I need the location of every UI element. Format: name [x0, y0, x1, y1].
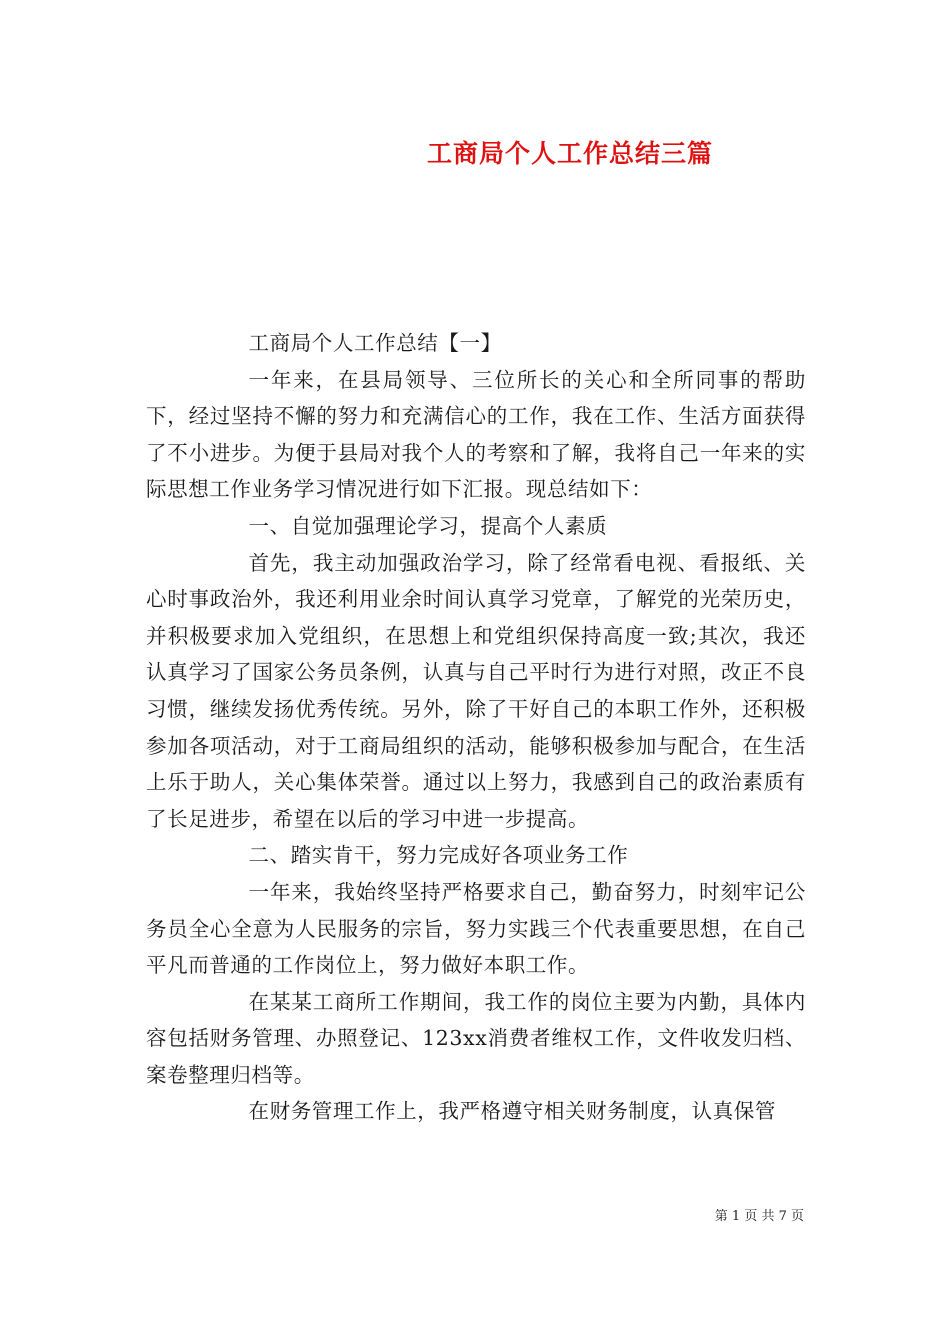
paragraph: 首先，我主动加强政治学习，除了经常看电视、看报纸、关心时事政治外，我还利用业余时间认真学习党章，了解党的光荣历史，并积极要求加入党组织，在思想上和党组织保持高度一致;其次，我还认真学习了国家公务员条例，认真与自己平时行为进行对照，改正不良习惯，继续发扬优秀传统。另外，除了干好自己的本职工作外，还积极参加各项活动，对于工商局组织的活动，能够积极参加与配合，在生活上乐于助人，关心集体荣誉。通过以上努力，我感到自己的政治素质有了长足进步，希望在以后的学习中进一步提高。: [146, 550, 806, 831]
paragraph-heading: 二、踏实肯干，努力完成好各项业务工作: [248, 843, 629, 868]
paragraph: 一年来，在县局领导、三位所长的关心和全所同事的帮助下，经过坚持不懈的努力和充满信心的工作，我在工作、生活方面获得了不小进步。为便于县局对我个人的考察和了解，我将自己一年来的实际思想工作业务学习情况进行如下汇报。现总结如下：: [146, 367, 806, 502]
section-heading: 工商局个人工作总结【一】: [248, 331, 502, 355]
paragraph: 在某某工商所工作期间，我工作的岗位主要为内勤，具体内容包括财务管理、办照登记、123xx消费者维权工作，文件收发归档、案卷整理归档等。: [146, 989, 806, 1087]
document-body: [146, 325, 806, 1130]
page-number: 第 1 页 共 7 页: [714, 1209, 804, 1224]
paragraph: 在财务管理工作上，我严格遵守相关财务制度，认真保管: [248, 1099, 776, 1124]
paragraph: 一年来，我始终坚持严格要求自己，勤奋努力，时刻牢记公务员全心全意为人民服务的宗旨，努力实践三个代表重要思想，在自己平凡而普通的工作岗位上，努力做好本职工作。: [146, 879, 806, 978]
paragraph-heading: 一、自觉加强理论学习，提高个人素质: [248, 513, 608, 538]
document-title: 工商局个人工作总结三篇: [426, 139, 713, 168]
